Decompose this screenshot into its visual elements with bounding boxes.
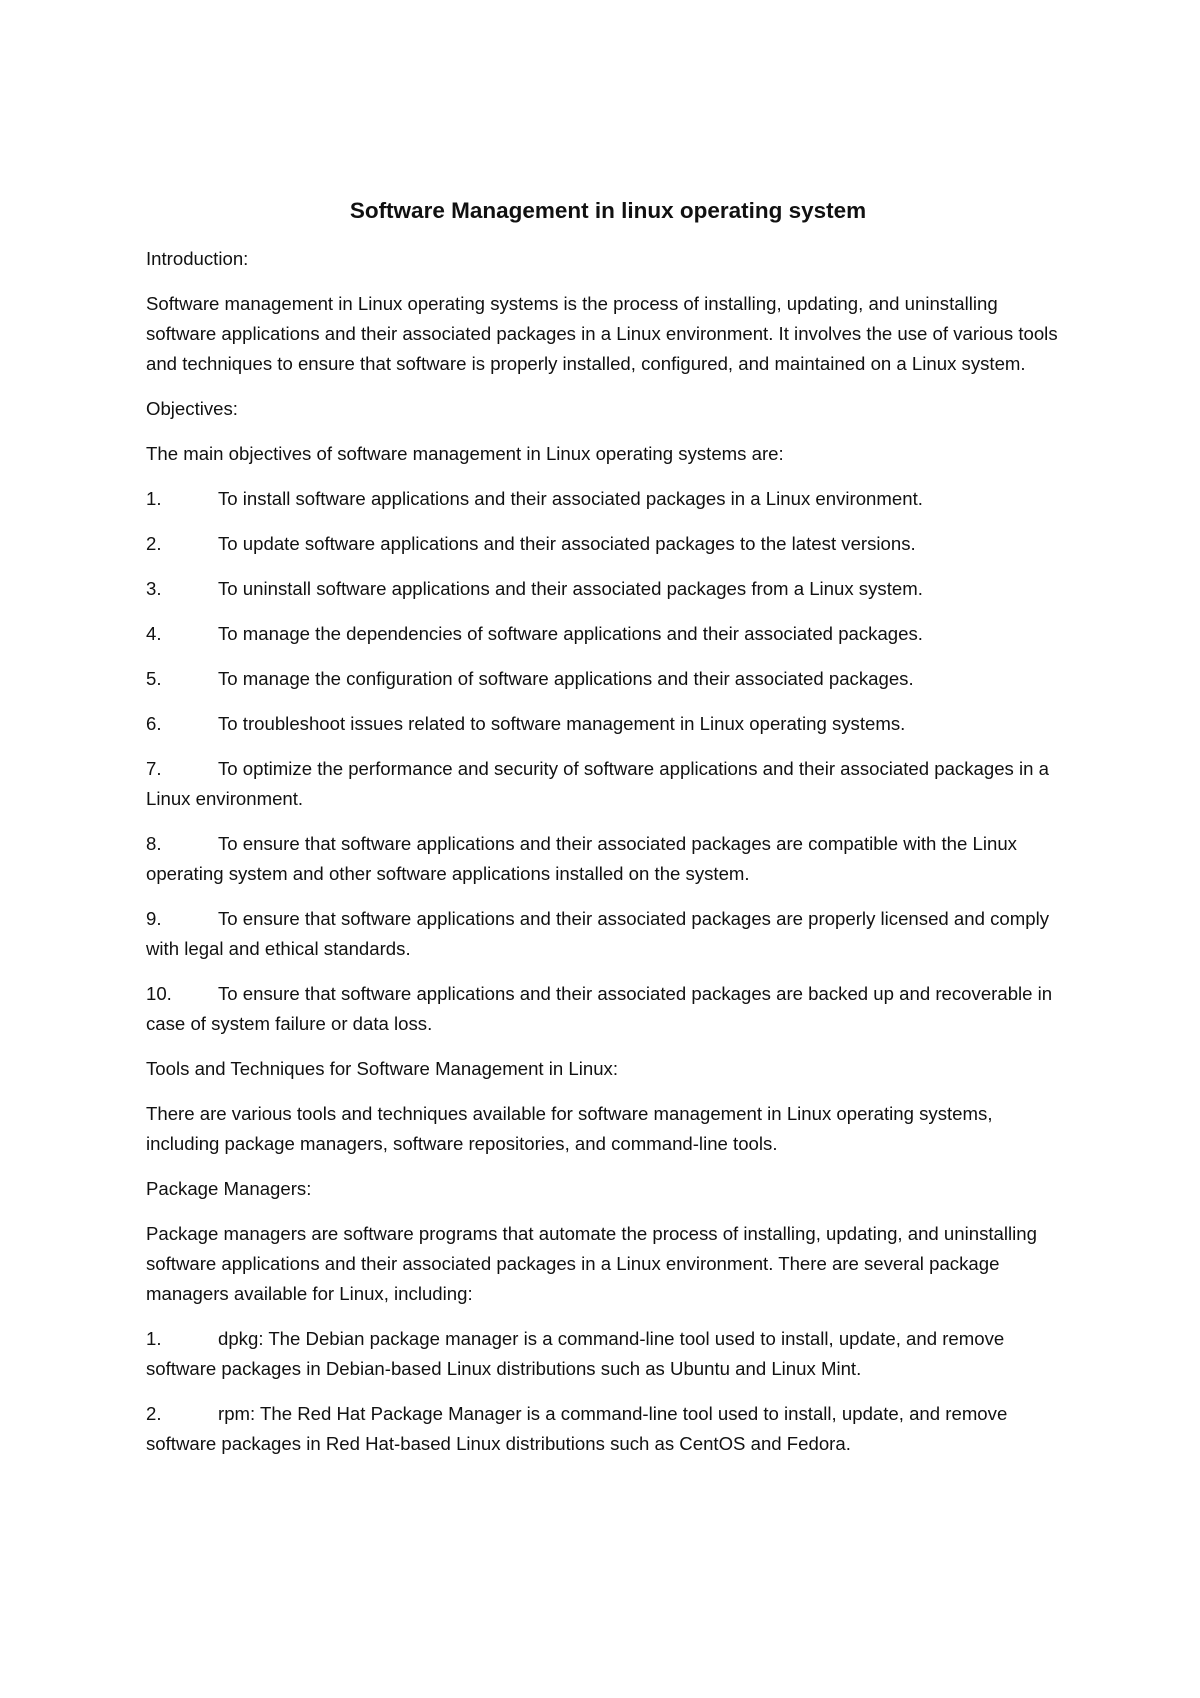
package-managers-heading: Package Managers: xyxy=(146,1178,312,1199)
list-item xyxy=(146,1324,1070,1384)
document-body xyxy=(146,196,1070,1474)
list-text: To ensure that software applications and their associated packages are backed up and recoverable in case of system failure or data loss. xyxy=(146,983,1053,1034)
list-text: To optimize the performance and security of software applications and their associated packages in a Linux environment. xyxy=(146,758,1049,809)
objectives-list xyxy=(146,484,1070,1039)
list-number: 3. xyxy=(146,578,162,599)
list-number: 4. xyxy=(146,623,162,644)
document-title: Software Management in linux operating system xyxy=(349,198,867,223)
list-number: 1. xyxy=(146,488,162,509)
list-number: 6. xyxy=(146,713,162,734)
tools-heading: Tools and Techniques for Software Management in Linux: xyxy=(146,1058,619,1079)
list-item xyxy=(146,1399,1070,1459)
list-item xyxy=(146,619,1070,649)
intro-paragraph: Software management in Linux operating systems is the process of installing, updating, and uninstalling software applications and their associated packages in a Linux environment. It involves the use of various tools and techniques to ensure that software is properly installed, configured, and maintained on a Linux system. xyxy=(146,293,1058,374)
package-managers-list xyxy=(146,1324,1070,1459)
list-number: 5. xyxy=(146,668,162,689)
list-text: To manage the dependencies of software applications and their associated packages. xyxy=(218,623,923,644)
list-number: 2. xyxy=(146,1403,162,1424)
list-item xyxy=(146,979,1070,1039)
list-number: 9. xyxy=(146,908,162,929)
list-item xyxy=(146,754,1070,814)
list-text: To ensure that software applications and their associated packages are properly licensed and comply with legal and ethical standards. xyxy=(146,908,1049,959)
tools-paragraph: There are various tools and techniques available for software management in Linux operating systems, including package managers, software repositories, and command-line tools. xyxy=(146,1103,993,1154)
intro-heading: Introduction: xyxy=(146,248,249,269)
list-text: To manage the configuration of software applications and their associated packages. xyxy=(218,668,914,689)
list-text: To troubleshoot issues related to software management in Linux operating systems. xyxy=(218,713,906,734)
list-text: dpkg: The Debian package manager is a command-line tool used to install, update, and remove software packages in Debian-based Linux distributions such as Ubuntu and Linux Mint. xyxy=(146,1328,1005,1379)
list-item xyxy=(146,484,1070,514)
list-text: rpm: The Red Hat Package Manager is a command-line tool used to install, update, and remove software packages in Red Hat-based Linux distributions such as CentOS and Fedora. xyxy=(146,1403,1008,1454)
package-managers-paragraph: Package managers are software programs that automate the process of installing, updating, and uninstalling software applications and their associated packages in a Linux environment. There are several package managers available for Linux, including: xyxy=(146,1223,1037,1304)
list-number: 7. xyxy=(146,758,162,779)
list-number: 2. xyxy=(146,533,162,554)
list-item xyxy=(146,904,1070,964)
list-text: To ensure that software applications and their associated packages are compatible with the Linux operating system and other software applications installed on the system. xyxy=(146,833,1017,884)
list-item xyxy=(146,709,1070,739)
list-number: 8. xyxy=(146,833,162,854)
list-text: To install software applications and their associated packages in a Linux environment. xyxy=(218,488,923,509)
list-text: To uninstall software applications and their associated packages from a Linux system. xyxy=(218,578,923,599)
list-item xyxy=(146,574,1070,604)
list-number: 1. xyxy=(146,1328,162,1349)
list-item xyxy=(146,829,1070,889)
list-text: To update software applications and their associated packages to the latest versions. xyxy=(218,533,916,554)
objectives-heading: Objectives: xyxy=(146,398,238,419)
objectives-intro: The main objectives of software management in Linux operating systems are: xyxy=(146,443,784,464)
list-number: 10. xyxy=(146,983,172,1004)
list-item xyxy=(146,529,1070,559)
list-item xyxy=(146,664,1070,694)
